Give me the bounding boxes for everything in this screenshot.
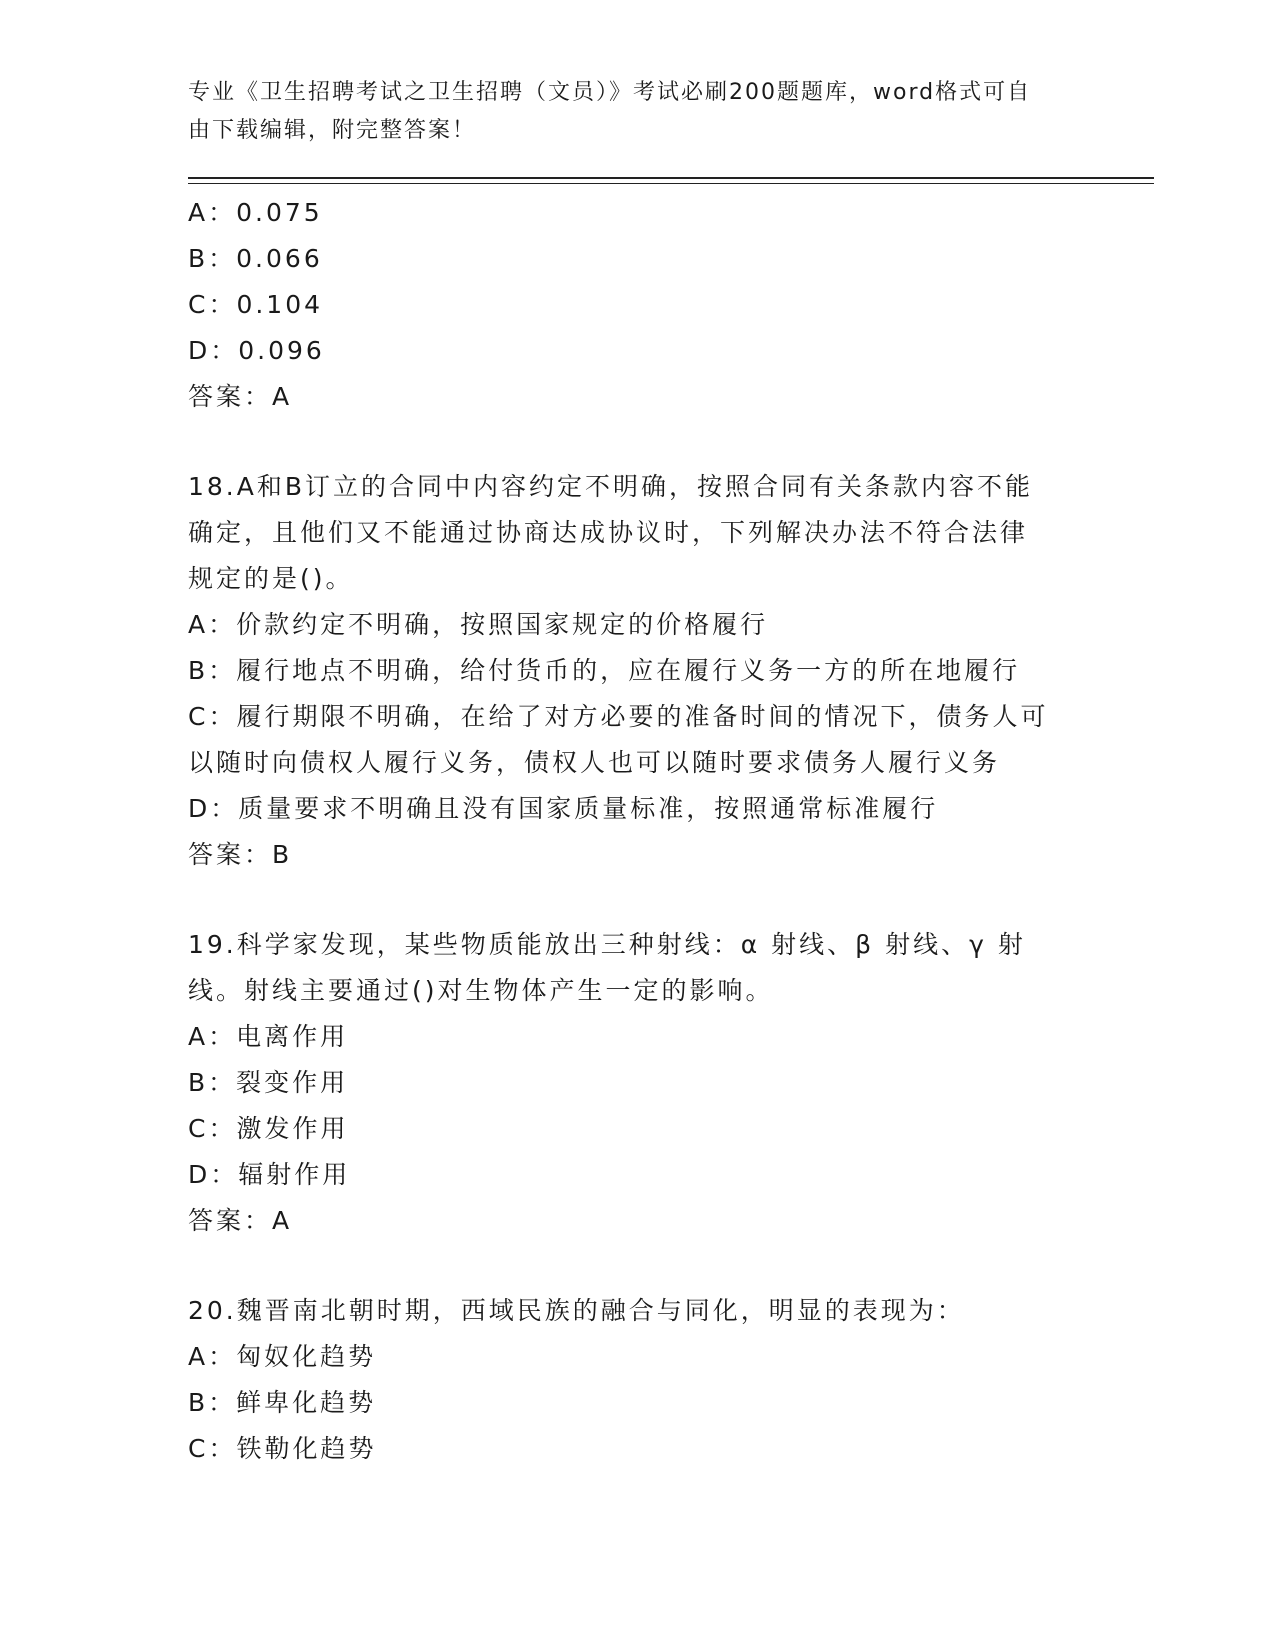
question-stem-line: 18.A和B订立的合同中内容约定不明确，按照合同有关条款内容不能	[188, 472, 1034, 501]
question-stem-line: 线。射线主要通过()对生物体产生一定的影响。	[188, 976, 774, 1005]
option-a: A：0.075	[188, 198, 323, 227]
question-stem-line: 确定，且他们又不能通过协商达成协议时，下列解决办法不符合法律	[188, 518, 1029, 547]
answer: 答案：A	[188, 1206, 293, 1235]
option-a: A：价款约定不明确，按照国家规定的价格履行	[188, 610, 769, 639]
option-a: A：电离作用	[188, 1022, 349, 1051]
header-divider-thin	[188, 183, 1154, 184]
option-b: B：鲜卑化趋势	[188, 1388, 377, 1417]
question-stem-line: 规定的是()。	[188, 564, 354, 593]
option-c: C：0.104	[188, 290, 324, 319]
option-b: B：裂变作用	[188, 1068, 349, 1097]
question-19	[188, 922, 1088, 1244]
question-stem-line: 20.魏晋南北朝时期，西域民族的融合与同化，明显的表现为：	[188, 1296, 965, 1325]
question-17	[188, 190, 1088, 420]
question-18	[188, 464, 1088, 878]
header-line-2: 由下载编辑，附完整答案！	[188, 118, 477, 143]
option-b: B：0.066	[188, 244, 323, 273]
document-header	[188, 74, 1068, 150]
document-body	[188, 190, 1088, 1472]
option-d: D：辐射作用	[188, 1160, 351, 1189]
question-20	[188, 1288, 1088, 1472]
option-c: C：履行期限不明确，在给了对方必要的准备时间的情况下，债务人可	[188, 702, 1049, 731]
option-b: B：履行地点不明确，给付货币的，应在履行义务一方的所在地履行	[188, 656, 1021, 685]
answer: 答案：B	[188, 840, 293, 869]
option-c: C：激发作用	[188, 1114, 349, 1143]
header-line-1: 专业《卫生招聘考试之卫生招聘（文员）》考试必刷200题题库，word格式可自	[188, 80, 1032, 105]
option-a: A：匈奴化趋势	[188, 1342, 377, 1371]
question-stem-line: 19.科学家发现，某些物质能放出三种射线：α 射线、β 射线、γ 射	[188, 930, 1026, 959]
option-c: C：铁勒化趋势	[188, 1434, 377, 1463]
option-d: D：0.096	[188, 336, 325, 365]
option-c-continued: 以随时向债权人履行义务，债权人也可以随时要求债务人履行义务	[188, 748, 1001, 777]
answer: 答案：A	[188, 382, 293, 411]
option-d: D：质量要求不明确且没有国家质量标准，按照通常标准履行	[188, 794, 939, 823]
header-divider-thick	[188, 177, 1154, 179]
